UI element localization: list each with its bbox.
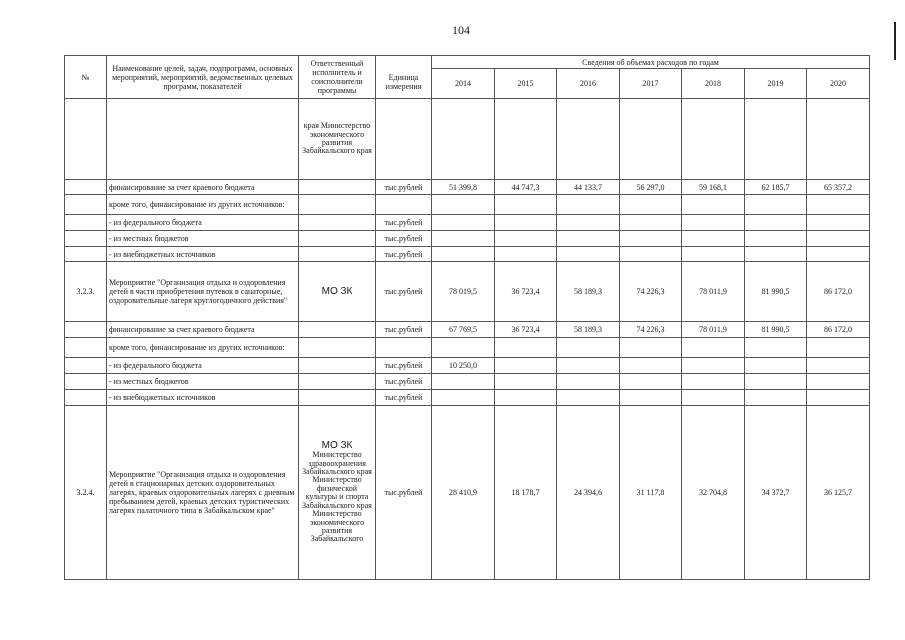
row-name: - из федерального бюджета bbox=[107, 215, 299, 231]
row-name: - из внебюджетных источников bbox=[107, 390, 299, 406]
table-row: - из федерального бюджета тыс.рублей 10 250,0 bbox=[65, 358, 870, 374]
table-row: финансирование за счет краевого бюджета тыс.рублей 51 399,8 44 747,3 44 133,7 56 297,0 59 168,1 62 185,7 65 357,2 bbox=[65, 180, 870, 195]
row-name: кроме того, финансирование из других источников: bbox=[107, 338, 299, 358]
header-year: 2017 bbox=[620, 69, 682, 99]
table-row bbox=[65, 231, 870, 247]
budget-table bbox=[64, 55, 870, 580]
header-year: 2020 bbox=[807, 69, 870, 99]
row-name: финансирование за счет краевого бюджета bbox=[107, 322, 299, 338]
table-row: 3.2.3. Мероприятие "Организация отдыха и оздоровления детей в части приобретения путевок в санаторные, оздоровительные лагеря круглогодичного действия" МО ЗК тыс.рублей 78 019,5 36 723,4 58 189,3 74 226,3 78 011,9 81 990,5 86 172,0 bbox=[65, 262, 870, 322]
row-unit: тыс.рублей bbox=[376, 247, 432, 262]
responsible-cell: края Министерство экономического развития Забайкальского края bbox=[299, 99, 376, 180]
row-name: финансирование за счет краевого бюджета bbox=[107, 180, 299, 195]
scan-edge-mark bbox=[894, 22, 896, 60]
row-unit: тыс.рублей bbox=[376, 358, 432, 374]
table-row: финансирование за счет краевого бюджета тыс.рублей 67 769,5 36 723,4 58 189,3 74 226,3 78 011,9 81 990,5 86 172,0 bbox=[65, 322, 870, 338]
table-row bbox=[65, 247, 870, 262]
row-unit: тыс.рублей bbox=[376, 406, 432, 580]
header-year: 2016 bbox=[557, 69, 620, 99]
table-row bbox=[65, 390, 870, 406]
row-name: Мероприятие "Организация отдыха и оздоровления детей в части приобретения путевок в санаторные, оздоровительные лагеря круглогодичного действия" bbox=[107, 262, 299, 322]
row-unit bbox=[376, 338, 432, 358]
page-number: 104 bbox=[452, 23, 470, 37]
header-number: № bbox=[65, 56, 107, 99]
header-responsible: Ответственный исполнитель и соисполнители программы bbox=[299, 56, 376, 99]
header-year: 2015 bbox=[495, 69, 557, 99]
table-row bbox=[65, 374, 870, 390]
row-name: - из внебюджетных источников bbox=[107, 247, 299, 262]
row-name: - из местных бюджетов bbox=[107, 374, 299, 390]
table-row bbox=[65, 195, 870, 215]
responsible-cell bbox=[299, 262, 376, 322]
table-row bbox=[65, 99, 870, 180]
row-unit: тыс.рублей bbox=[376, 215, 432, 231]
row-number: 3.2.3. bbox=[65, 262, 107, 322]
mo-zk-label: МО ЗК bbox=[321, 440, 353, 452]
header-year: 2019 bbox=[745, 69, 807, 99]
row-unit: тыс.рублей bbox=[376, 231, 432, 247]
row-name: Мероприятие "Организация отдыха и оздоровления детей в стационарных детских оздоровительных лагерях, краевых оздоровительных лагерях с дневным пребыванием детей, краевых детских туристических лагерях палаточного типа в Забайкальском крае" bbox=[107, 406, 299, 580]
header-year: 2018 bbox=[682, 69, 745, 99]
header-unit: Единица измерения bbox=[376, 56, 432, 99]
header-year: 2014 bbox=[432, 69, 495, 99]
row-number: 3.2.4. bbox=[65, 406, 107, 580]
row-unit: тыс.рублей bbox=[376, 262, 432, 322]
header-name: Наименование целей, задач, подпрограмм, основных мероприятий, мероприятий, ведомственных целевых программ, показателей bbox=[107, 56, 299, 99]
table-row bbox=[65, 215, 870, 231]
row-unit: тыс.рублей bbox=[376, 374, 432, 390]
row-name: - из местных бюджетов bbox=[107, 231, 299, 247]
row-unit: тыс.рублей bbox=[376, 322, 432, 338]
row-unit: тыс.рублей bbox=[376, 390, 432, 406]
row-unit bbox=[376, 195, 432, 215]
responsible-cell bbox=[299, 406, 376, 580]
table-row: 3.2.4. Мероприятие "Организация отдыха и оздоровления детей в стационарных детских оздоровительных лагерях, краевых оздоровительных лагерях с дневным пребыванием детей, краевых детских туристических лагерях палаточного типа в Забайкальском крае" МО ЗК Министерство здравоохранения Забайкальского края Министерство физической культуры и спорта Забайкальского края Министерство экономического развития Забайкальского тыс.рублей 28 410,9 18 178,7 24 394,6 31 117,8 32 704,8 34 372,7 36 125,7 bbox=[65, 406, 870, 580]
row-name: кроме того, финансирование из других источников: bbox=[107, 195, 299, 215]
responsible-text: Министерство здравоохранения Забайкальского края Министерство физической культуры и спорта Забайкальского края Министерство экономического развития Забайкальского bbox=[302, 450, 372, 544]
table-row bbox=[65, 338, 870, 358]
mo-zk-label: МО ЗК bbox=[321, 285, 353, 297]
header-expenses: Сведения об объемах расходов по годам bbox=[432, 56, 870, 69]
row-unit: тыс.рублей bbox=[376, 180, 432, 195]
row-name: - из федерального бюджета bbox=[107, 358, 299, 374]
